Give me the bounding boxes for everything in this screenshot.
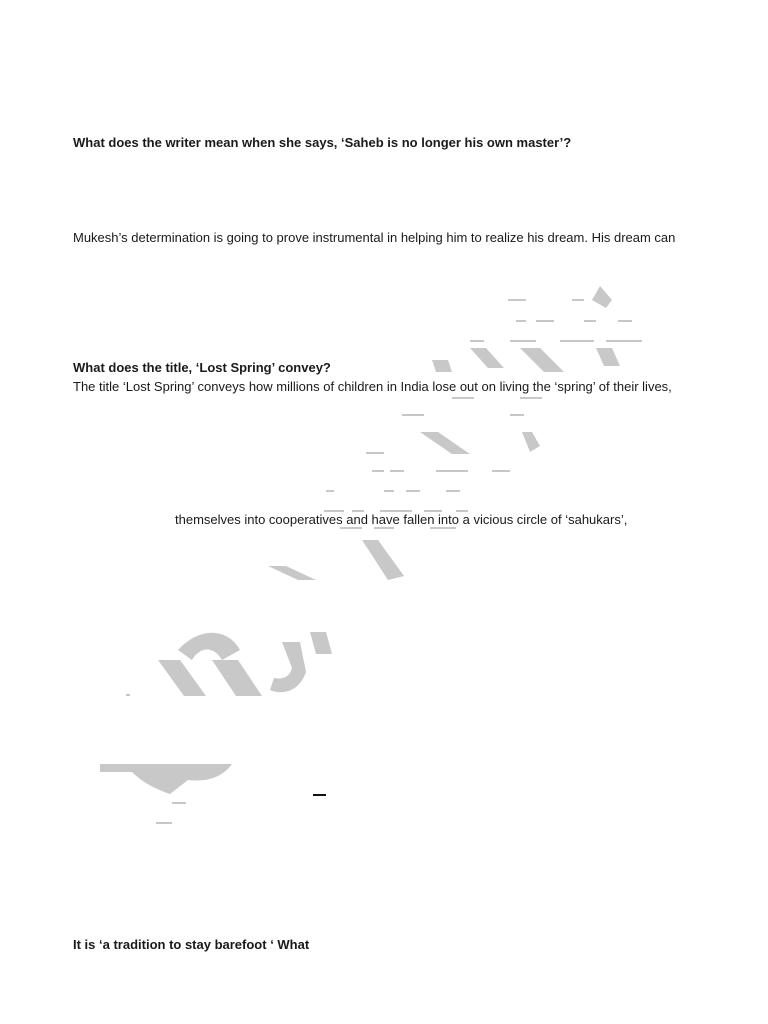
answer-mukesh: Mukesh’s determination is going to prove instrumental in helping him to realize his dream. His dream can [73,230,676,245]
question-barefoot: It is ‘a tradition to stay barefoot ‘ What [73,937,310,952]
question-lost-spring: What does the title, ‘Lost Spring’ convey? [73,360,331,375]
question-saheb: What does the writer mean when she says, ‘Saheb is no longer his own master’? [73,135,572,150]
answer-lost-spring: The title ‘Lost Spring’ conveys how millions of children in India lose out on living the ‘spring’ of their lives, [73,379,672,394]
answer-cooperatives: themselves into cooperatives and have fallen into a vicious circle of ‘sahukars’, [175,512,628,527]
dash-mark [313,794,326,796]
